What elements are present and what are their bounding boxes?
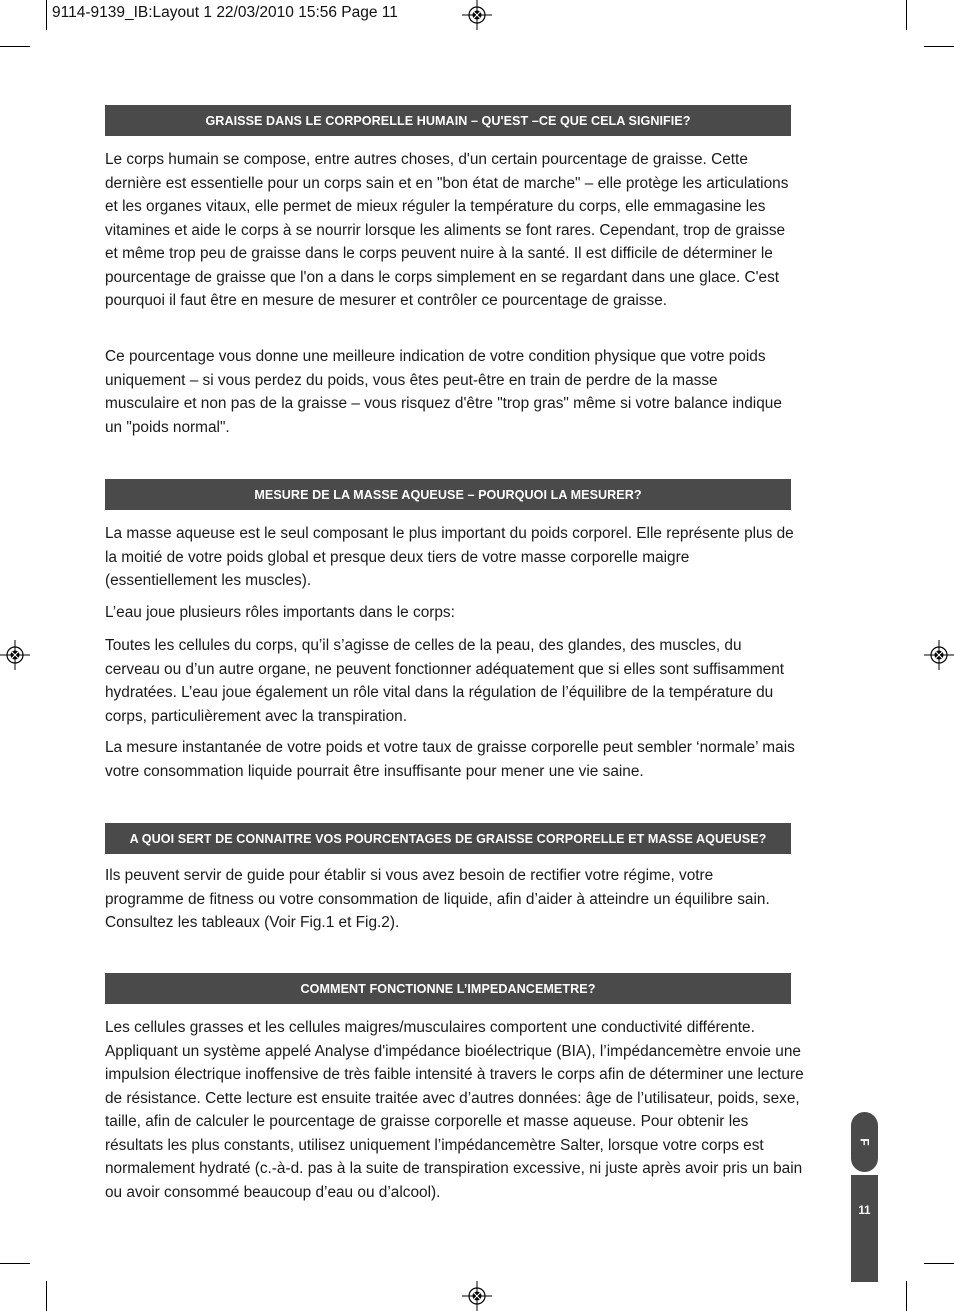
section-heading-purpose: A QUOI SERT DE CONNAITRE VOS POURCENTAGES DE GRAISSE CORPORELLE ET MASSE AQUEUSE? [105,823,791,854]
crop-mark [924,1263,954,1264]
crop-mark [46,1281,47,1311]
section-heading-fat: GRAISSE DANS LE CORPORELLE HUMAIN – QU'EST –CE QUE CELA SIGNIFIE? [105,105,791,136]
crop-mark [924,46,954,47]
registration-mark-icon [462,1281,492,1311]
crop-mark [906,1281,907,1311]
page-number-tab [851,1175,878,1282]
paragraph: Les cellules grasses et les cellules maigres/musculaires comportent une conductivité différente. Appliquant un système appelé Analyse d'impédance bioélectrique (BIA), l’impédancemètre envoie une impulsion électrique inoffensive de très faible intensité à travers le corps afin de déterminer une lecture de résistance. Cette lecture est ensuite traitée avec d’autres données: âge de l’utilisateur, poids, sexe, taille, afin de calculer le pourcentage de graisse corporelle et masse aqueuse. Pour obtenir les résultats les plus constants, utilisez uniquement l’impédancemètre Salter, lorsque votre corps est normalement hydraté (c.-à-d. pas à la suite de transpiration excessive, ni juste après avoir pris un bain ou avoir consommé beaucoup d’eau ou d’alcool). [105,1019,804,1201]
registration-mark-icon [924,640,954,670]
crop-mark [906,0,907,30]
registration-mark-icon [0,640,30,670]
paragraph: La masse aqueuse est le seul composant le plus important du poids corporel. Elle représente plus de la moitié de votre poids global et presque deux tiers de votre masse corporelle maigre (essentiellement les muscles). [105,525,794,589]
page-number: 11 [858,1205,871,1217]
section-heading-water: MESURE DE LA MASSE AQUEUSE – POURQUOI LA MESURER? [105,479,791,510]
language-letter: F [857,1138,872,1146]
crop-mark [46,0,47,30]
registration-mark-icon [462,0,492,30]
paragraph: La mesure instantanée de votre poids et votre taux de graisse corporelle peut sembler ‘normale’ mais votre consommation liquide pourrait être insuffisante pour mener une vie saine. [105,739,795,780]
print-slug: 9114-9139_IB:Layout 1 22/03/2010 15:56 Page 11 [52,4,398,21]
paragraph: Le corps humain se compose, entre autres choses, d'un certain pourcentage de graisse. Cette dernière est essentielle pour un corps sain et en "bon état de marche" – elle protège les articulations et les organes vitaux, elle permet de mieux réguler la température du corps, elle emmagasine les vitamines et aide le corps à se nourrir lorsque les aliments se font rares. Cependant, trop de graisse et même trop peu de graisse dans le corps peuvent nuire à la santé. Il est difficile de déterminer le pourcentage de graisse que l'on a dans le corps simplement en se regardant dans une glace. C'est pourquoi il faut être en mesure de mesurer et contrôler ce pourcentage de graisse. [105,151,789,309]
paragraph: Ils peuvent servir de guide pour établir si vous avez besoin de rectifier votre régime, votre programme de fitness ou votre consommation de liquide, afin d’aider à atteindre un équilibre sain. Consultez les tableaux (Voir Fig.1 et Fig.2). [105,867,770,931]
crop-mark [0,1263,30,1264]
paragraph: Ce pourcentage vous donne une meilleure indication de votre condition physique que votre poids uniquement – si vous perdez du poids, vous êtes peut-être en train de perdre de la masse musculaire et non pas de la graisse – vous risquez d'être "trop gras" même si votre balance indique un "poids normal". [105,348,782,436]
section-heading-impedance: COMMENT FONCTIONNE L’IMPEDANCEMETRE? [105,973,791,1004]
language-tab [851,1112,878,1172]
crop-mark [0,46,30,47]
paragraph: Toutes les cellules du corps, qu’il s’agisse de celles de la peau, des glandes, des muscles, du cerveau ou d’un autre organe, ne peuvent fonctionner adéquatement que si elles sont suffisamment hydratées. L’eau joue également un rôle vital dans la régulation de l’équilibre de la température du corps, particulièrement avec la transpiration. [105,637,785,725]
paragraph: L’eau joue plusieurs rôles importants dans le corps: [105,604,455,621]
